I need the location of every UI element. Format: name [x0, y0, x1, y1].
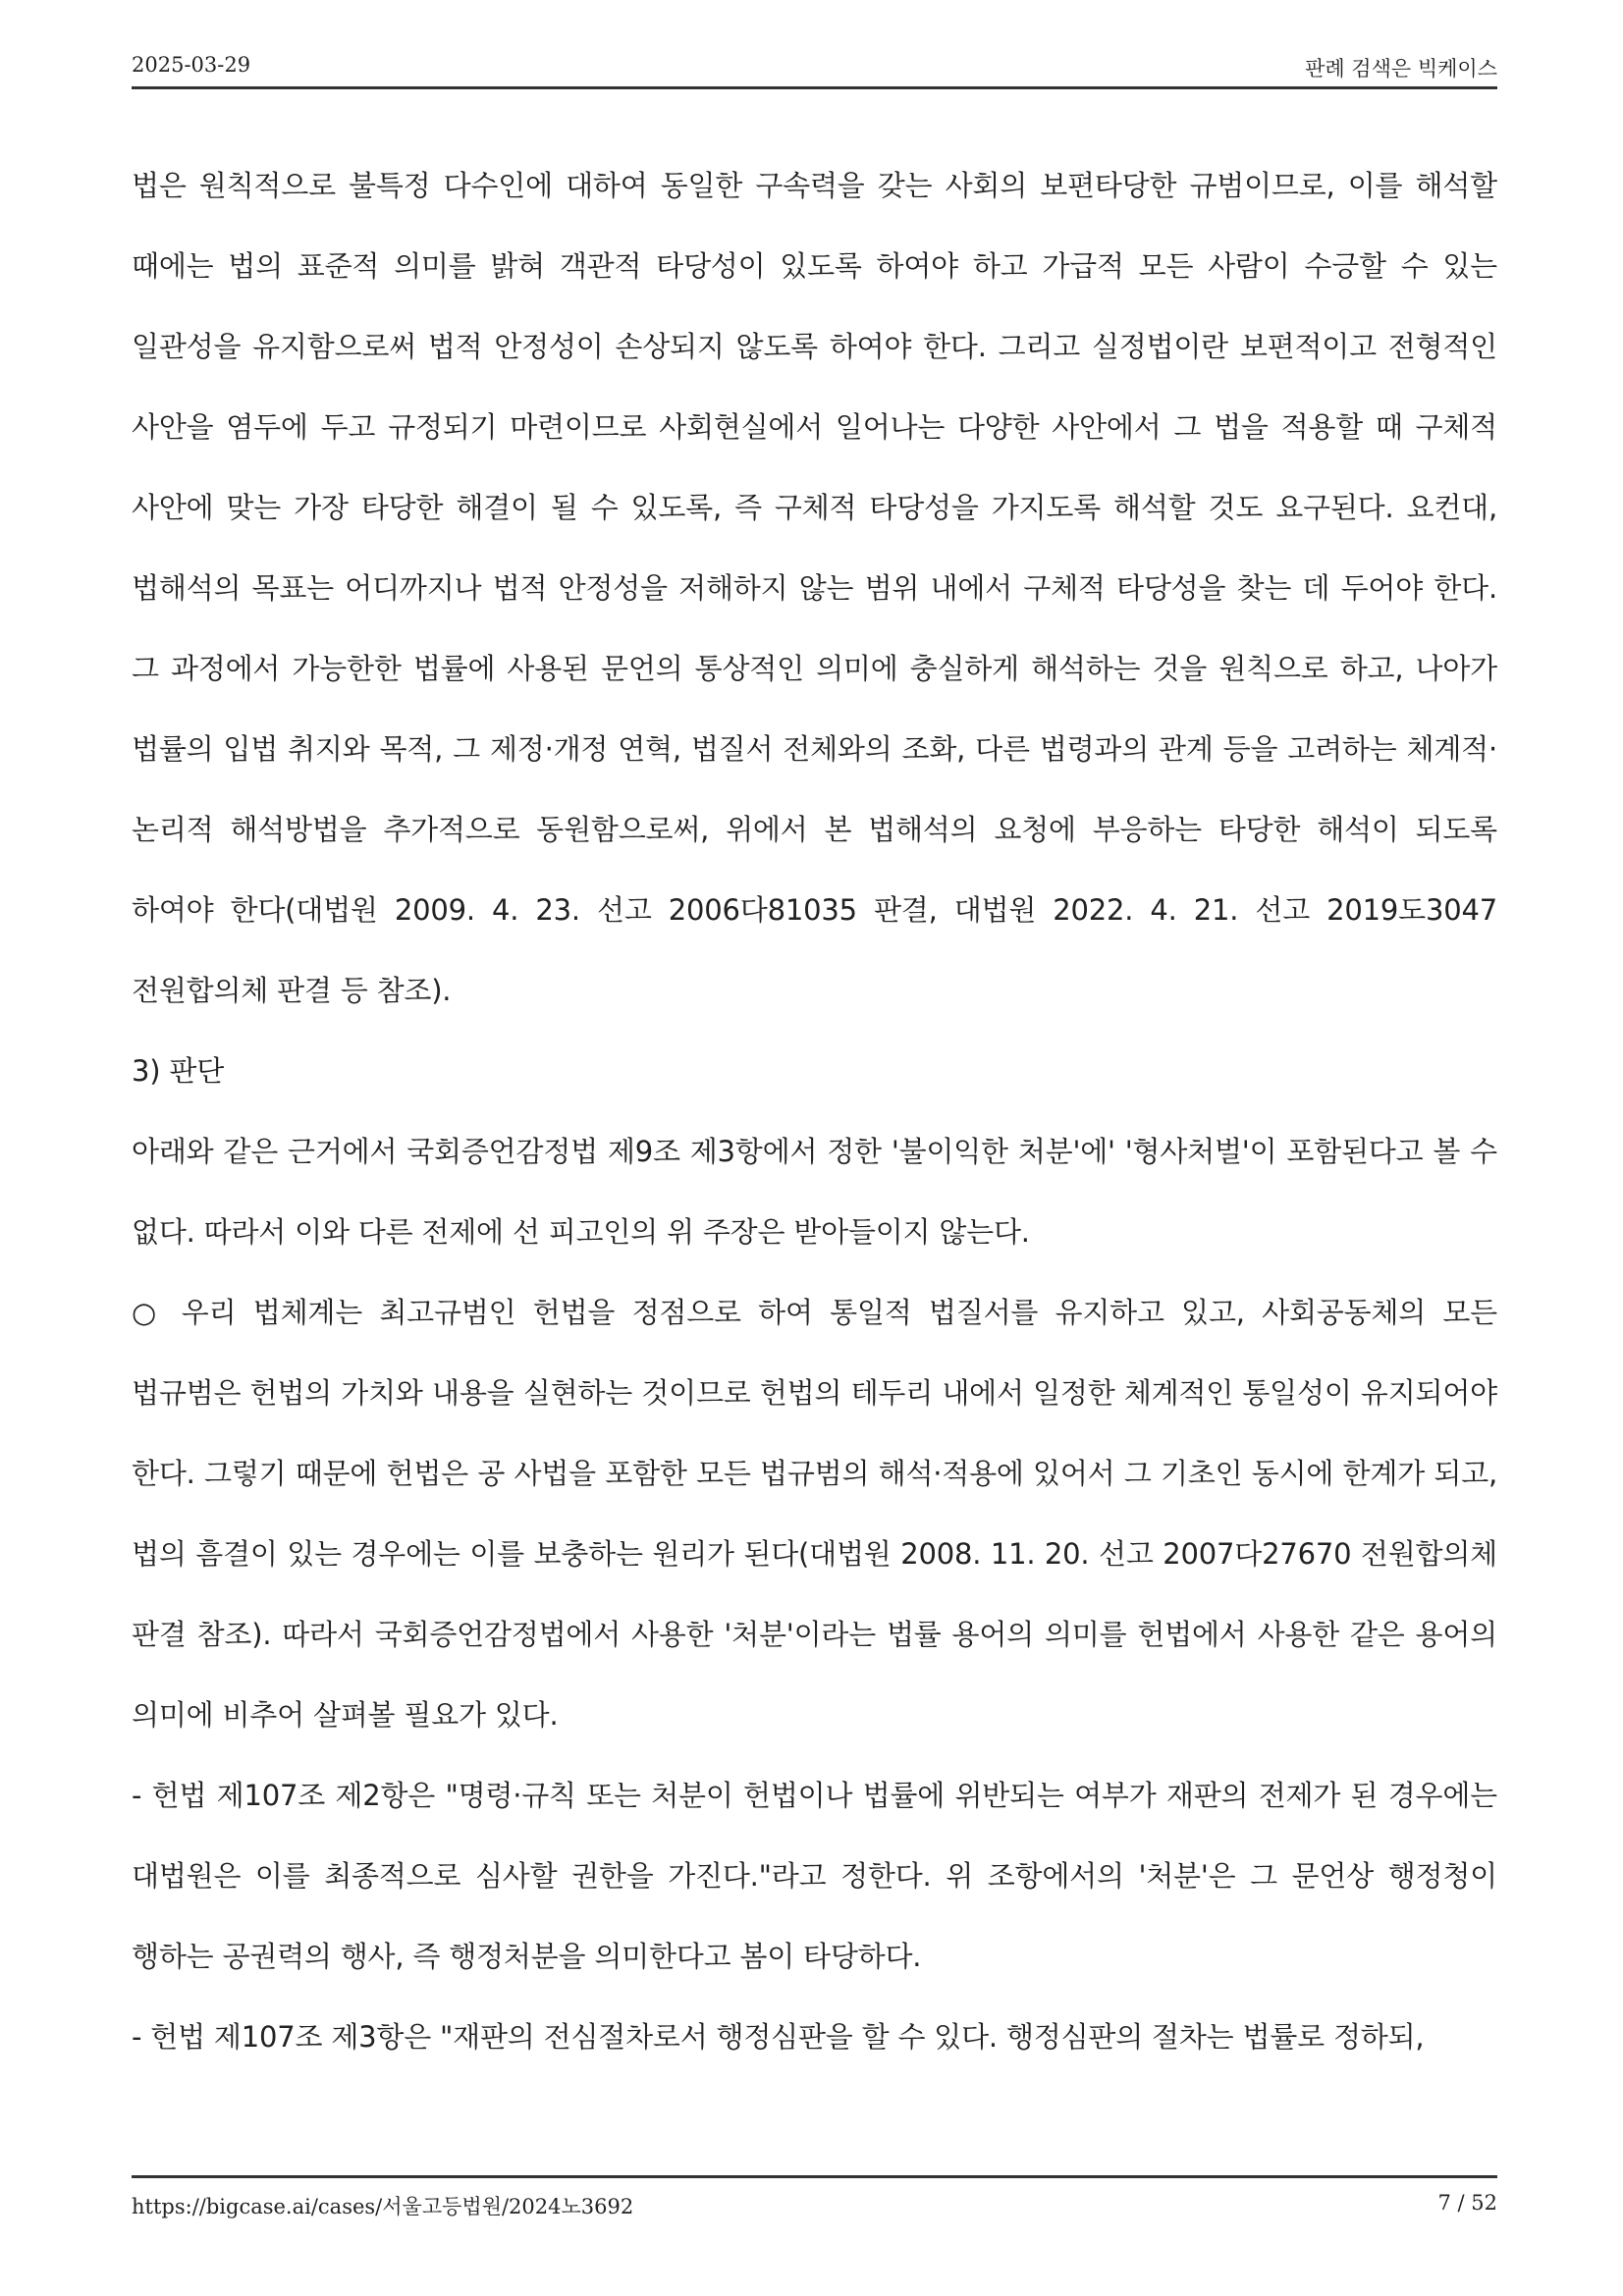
footer-divider: [132, 2175, 1497, 2178]
page-footer: [132, 2185, 1497, 2224]
paragraph-conclusion: 아래와 같은 근거에서 국회증언감정법 제9조 제3항에서 정한 '불이익한 처분'에' '형사처벌'이 포함된다고 볼 수 없다. 따라서 이와 다른 전제에 선 피고인의 위 주장은 받아들이지 않는다.: [132, 1135, 1497, 1249]
header-site-name: 판례 검색은 빅케이스: [1305, 57, 1497, 80]
paragraph-legal-interpretation: 법은 원칙적으로 불특정 다수인에 대하여 동일한 구속력을 갖는 사회의 보편타당한 규범이므로, 이를 해석할 때에는 법의 표준적 의미를 밝혀 객관적 타당성이 있도록 하여야 하고 가급적 모든 사람이 수긍할 수 있는 일관성을 유지함으로써 법적 안정성이 손상되지 않도록 하여야 한다. 그리고 실정법이란 보편적이고 전형적인 사안을 염두에 두고 규정되기 마련이므로 사회현실에서 일어나는 다양한 사안에서 그 법을 적용할 때 구체적 사안에 맞는 가장 타당한 해결이 될 수 있도록, 즉 구체적 타당성을 가지도록 해석할 것도 요구된다. 요컨대, 법해석의 목표는 어디까지나 법적 안정성을 저해하지 않는 범위 내에서 구체적 타당성을 찾는 데 두어야 한다. 그 과정에서 가능한한 법률에 사용된 문언의 통상적인 의미에 충실하게 해석하는 것을 원칙으로 하고, 나아가 법률의 입법 취지와 목적, 그 제정·개정 연혁, 법질서 전체와의 조화, 다른 법령과의 관계 등을 고려하는 체계적·논리적 해석방법을 추가적으로 동원함으로써, 위에서 본 법해석의 요청에 부응하는 타당한 해석이 되도록 하여야 한다(대법원 2009. 4. 23. 선고 2006다81035 판결, 대법원 2022. 4. 21. 선고 2019도3047 전원합의체 판결 등 참조).: [132, 169, 1497, 1007]
paragraph-constitution-basis: ○ 우리 법체계는 최고규범인 헌법을 정점으로 하여 통일적 법질서를 유지하고 있고, 사회공동체의 모든 법규범은 헌법의 가치와 내용을 실현하는 것이므로 헌법의 테두리 내에서 일정한 체계적인 통일성이 유지되어야 한다. 그렇기 때문에 헌법은 공 사법을 포함한 모든 법규범의 해석·적용에 있어서 그 기초인 동시에 한계가 되고, 법의 흠결이 있는 경우에는 이를 보충하는 원리가 된다(대법원 2008. 11. 20. 선고 2007다27670 전원합의체 판결 참조). 따라서 국회증언감정법에서 사용한 '처분'이라는 법률 용어의 의미를 헌법에서 사용한 같은 용어의 의미에 비추어 살펴볼 필요가 있다.: [132, 1296, 1498, 1732]
page-header: [132, 47, 1497, 86]
header-date: 2025-03-29: [132, 53, 251, 77]
source-url-link[interactable]: https://bigcase.ai/cases/서울고등법원/2024노3692: [132, 2195, 634, 2218]
header-divider: [132, 86, 1497, 89]
section-heading-judgment: 3) 판단: [132, 1054, 225, 1088]
document-body: [132, 145, 1497, 2077]
paragraph-article-107-2: - 헌법 제107조 제2항은 "명령·규칙 또는 처분이 헌법이나 법률에 위반되는 여부가 재판의 전제가 된 경우에는 대법원은 이를 최종적으로 심사할 권한을 가진다."라고 정한다. 위 조항에서의 '처분'은 그 문언상 행정청이 행하는 공권력의 행사, 즉 행정처분을 의미한다고 봄이 타당하다.: [132, 1779, 1497, 1973]
page-number: 7 / 52: [1437, 2191, 1497, 2215]
paragraph-article-107-3: - 헌법 제107조 제3항은 "재판의 전심절차로서 행정심판을 할 수 있다. 행정심판의 절차는 법률로 정하되,: [132, 2020, 1425, 2054]
